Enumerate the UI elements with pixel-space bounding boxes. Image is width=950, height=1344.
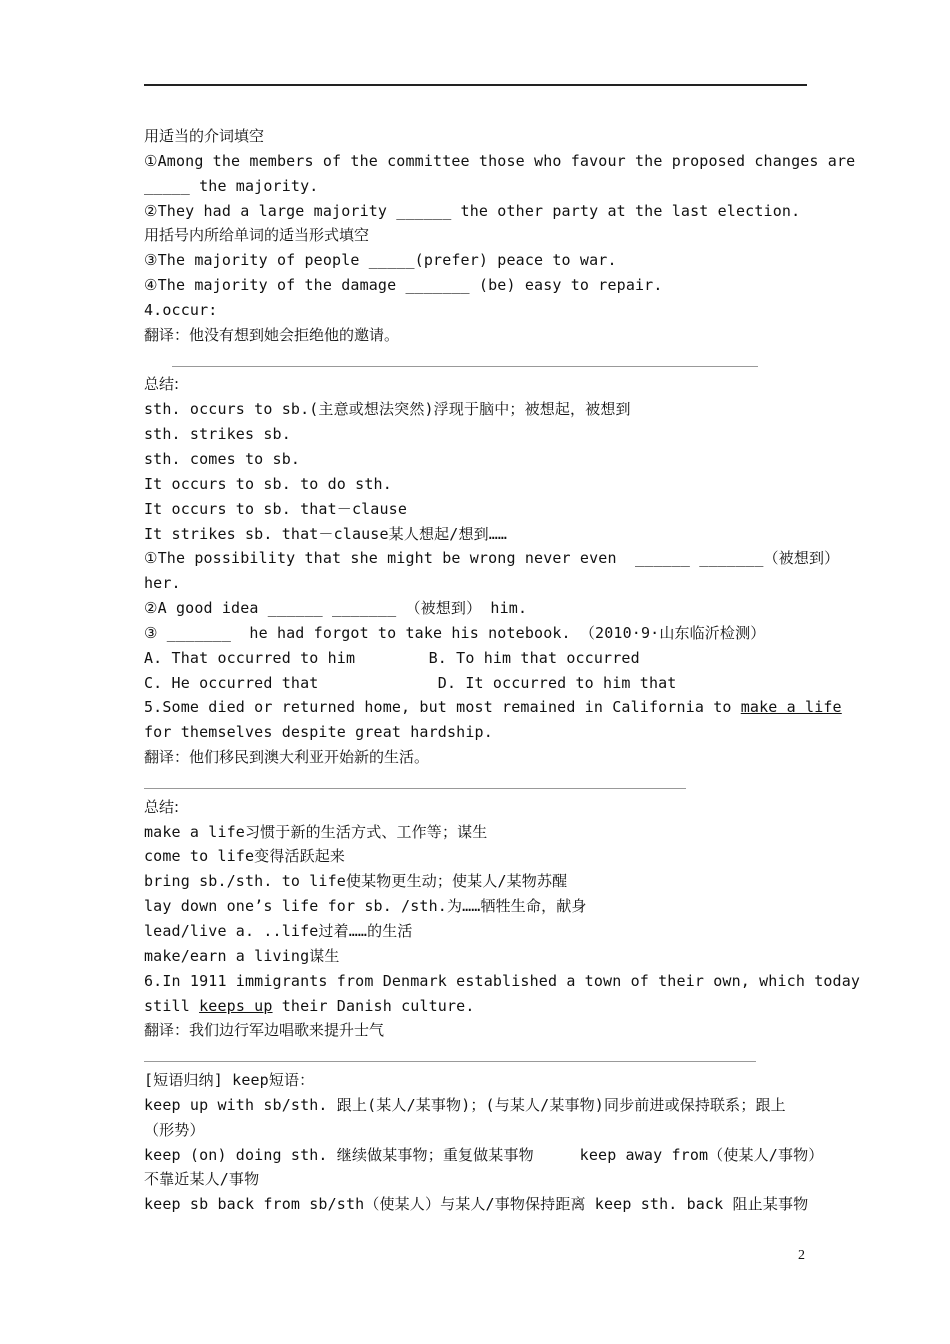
- document-body: [144, 124, 861, 1217]
- translation-line: 翻译：我们边行军边唱歌来提升士气: [144, 1021, 385, 1040]
- section-heading: 用适当的介词填空: [144, 127, 265, 145]
- exercise-line: ②They had a large majority ______ the other party at the last election.: [144, 201, 801, 220]
- header-rule: [144, 84, 807, 86]
- summary-line: It strikes sb. that－clause某人想起/想到……: [144, 524, 508, 543]
- exercise-line: _____ the majority.: [144, 176, 319, 195]
- summary-line: sth. comes to sb.: [144, 449, 301, 468]
- item-heading: 4.occur:: [144, 300, 218, 319]
- exercise-line: ④The majority of the damage _______ (be) easy to repair.: [144, 276, 663, 295]
- exercise-line: ①The possibility that she might be wrong never even ______ _______（被想到）: [144, 549, 840, 568]
- summary-line: bring sb./sth. to life使某物更生动；使某人/某物苏醒: [144, 872, 568, 891]
- answer-line: [144, 348, 807, 373]
- summary-line: make/earn a living谋生: [144, 946, 340, 965]
- phrase-summary-heading: [短语归纳] keep短语：: [144, 1071, 315, 1090]
- item-heading: 5.Some died or returned home, but most remained in California to make a life: [144, 698, 842, 717]
- summary-line: It occurs to sb. to do sth.: [144, 474, 392, 493]
- phrase-line: keep (on) doing sth. 继续做某事物；重复做某事物 keep away from（使某人/事物）: [144, 1145, 824, 1164]
- option-line: C. He occurred that D. It occurred to him that: [144, 673, 677, 692]
- translation-line: 翻译：他们移民到澳大利亚开始新的生活。: [144, 748, 430, 767]
- section-heading: 用括号内所给单词的适当形式填空: [144, 226, 370, 245]
- exercise-line: her.: [144, 574, 181, 593]
- summary-line: make a life习惯于新的生活方式、工作等；谋生: [144, 822, 488, 841]
- item-line: for themselves despite great hardship.: [144, 723, 493, 742]
- summary-line: It occurs to sb. that－clause: [144, 499, 408, 518]
- phrase-line: 不靠近某人/事物: [144, 1170, 260, 1189]
- answer-line: [144, 1043, 807, 1068]
- option-line: A. That occurred to him B. To him that occurred: [144, 648, 640, 667]
- exercise-line: ①Among the members of the committee those who favour the proposed changes are: [144, 151, 856, 170]
- summary-line: lead/live a. ..life过着……的生活: [144, 922, 413, 940]
- answer-line: [144, 770, 807, 795]
- phrase-line: （形势）: [144, 1120, 205, 1139]
- exercise-line: ②A good idea ______ _______ （被想到） him.: [144, 599, 528, 618]
- exercise-line: ③The majority of people _____(prefer) peace to war.: [144, 251, 617, 270]
- translation-line: 翻译：他没有想到她会拒绝他的邀请。: [144, 325, 400, 344]
- summary-line: sth. strikes sb.: [144, 425, 291, 444]
- item-heading: 6.In 1911 immigrants from Denmark established a town of their own, which today: [144, 971, 861, 990]
- phrase-line: keep sb back from sb/sth（使某人）与某人/事物保持距离 keep sth. back 阻止某事物: [144, 1195, 809, 1214]
- summary-line: come to life变得活跃起来: [144, 847, 346, 866]
- page-number: 2: [798, 1248, 805, 1263]
- key-phrase: keeps up: [199, 996, 273, 1015]
- exercise-line: ③ _______ he had forgot to take his notebook. （2010·9·山东临沂检测）: [144, 623, 766, 642]
- summary-line: lay down one’s life for sb. /sth.为……牺牲生命，献身: [144, 897, 587, 916]
- summary-line: sth. occurs to sb.(主意或想法突然)浮现于脑中；被想起，被想到: [144, 400, 631, 419]
- item-line: still keeps up their Danish culture.: [144, 996, 475, 1015]
- key-phrase: make a life: [740, 698, 842, 717]
- phrase-line: keep up with sb/sth. 跟上(某人/某事物)；(与某人/某事物)同步前进或保持联系；跟上: [144, 1095, 786, 1114]
- summary-heading: 总结:: [144, 375, 180, 394]
- summary-heading: 总结:: [144, 797, 180, 816]
